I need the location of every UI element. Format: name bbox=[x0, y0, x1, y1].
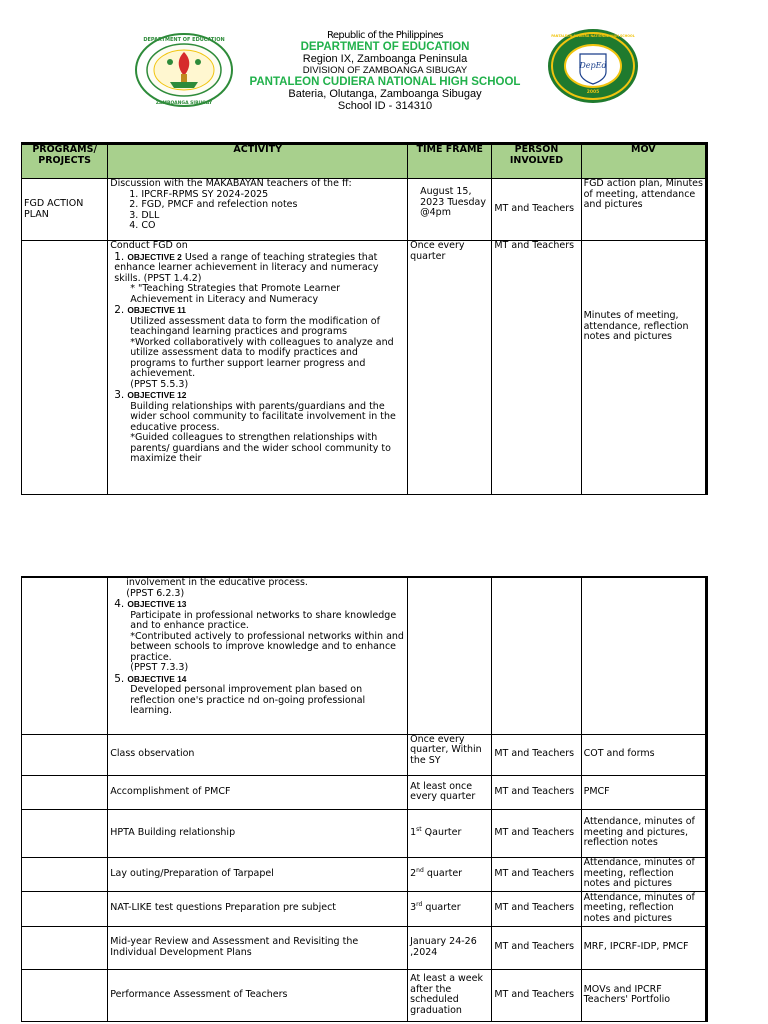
program-cell bbox=[22, 809, 108, 857]
mov-cell: MRF, IPCRF-IDP, PMCF bbox=[581, 926, 706, 969]
division-line: DIVISION OF ZAMBOANGA SIBUGAY bbox=[302, 65, 468, 76]
col-header-time-frame: TIME FRAME bbox=[408, 144, 492, 179]
table-row bbox=[22, 179, 707, 241]
quarter-number: 1 bbox=[410, 826, 417, 838]
objective-number: 4. bbox=[114, 598, 125, 610]
mov-cell: Attendance, minutes of meeting, reflection notes and pictures bbox=[581, 857, 706, 891]
objective-label: OBJECTIVE 13 bbox=[127, 599, 187, 609]
activity-cell: Mid-year Review and Assessment and Revisiting the Individual Development Plans bbox=[108, 926, 408, 969]
action-plan-table bbox=[21, 142, 708, 495]
person-cell: MT and Teachers bbox=[492, 734, 581, 775]
address-line: Bateria, Olutanga, Zamboanga Sibugay bbox=[288, 88, 482, 100]
table-row bbox=[22, 577, 707, 734]
objective-text: Building relationships with parents/guardians and the wider school community to facilitate involvement in the educative process. bbox=[130, 400, 396, 433]
time-frame-text: August 15, 2023 Tuesday @4pm bbox=[420, 186, 486, 218]
quarter-ordinal: rd bbox=[416, 901, 423, 909]
seal-bottom-text: ZAMBOANGA SIBUGAY bbox=[155, 101, 213, 106]
department-line: DEPARTMENT OF EDUCATION bbox=[300, 41, 470, 53]
objective-2 bbox=[110, 252, 405, 306]
objective-text: Developed personal improvement plan based on reflection one's practice nd on-going professional learning. bbox=[130, 684, 366, 716]
time-frame-cell: Once every quarter bbox=[408, 241, 492, 495]
activity-cell: Performance Assessment of Teachers bbox=[108, 969, 408, 1021]
activity-intro: Conduct FGD on bbox=[110, 240, 188, 251]
objective-12 bbox=[110, 390, 405, 465]
mov-cell: Attendance, minutes of meeting and pictures, reflection notes bbox=[581, 809, 706, 857]
person-cell: MT and Teachers bbox=[492, 241, 581, 495]
deped-seal-logo bbox=[134, 32, 234, 108]
col-header-programs: PROGRAMS/ PROJECTS bbox=[22, 144, 108, 179]
quarter-ordinal: nd bbox=[416, 866, 424, 874]
time-frame-cell: Once every quarter, Within the SY bbox=[408, 734, 492, 775]
letterhead bbox=[0, 28, 768, 143]
quarter-label: quarter bbox=[422, 902, 461, 914]
list-item: 2. FGD, PMCF and refelection notes bbox=[129, 199, 298, 210]
mov-cell: MOVs and IPCRF Teachers' Portfolio bbox=[581, 969, 706, 1021]
objective-text: Participate in professional networks to share knowledge and to enhance practice. bbox=[130, 609, 397, 631]
objective-11 bbox=[110, 305, 405, 390]
objective-12-continued: involvement in the educative process. bbox=[126, 577, 308, 588]
program-cell bbox=[22, 734, 108, 775]
seal-year-text: 2005 bbox=[586, 90, 600, 95]
table-row bbox=[22, 775, 707, 809]
quarter-ordinal: st bbox=[416, 825, 422, 833]
objective-14 bbox=[110, 674, 405, 717]
time-frame-cell bbox=[408, 857, 492, 891]
person-cell bbox=[492, 577, 581, 734]
objective-number: 2. bbox=[114, 304, 125, 316]
objective-13 bbox=[110, 599, 405, 674]
program-cell bbox=[22, 857, 108, 891]
seal-center-text: DepEd bbox=[579, 61, 607, 70]
time-frame-cell bbox=[408, 891, 492, 926]
school-id-line: School ID - 314310 bbox=[337, 100, 433, 112]
quarter-label: Qaurter bbox=[421, 826, 462, 838]
objective-ppst: (PPST 6.2.3) bbox=[126, 587, 185, 599]
objective-label: OBJECTIVE 11 bbox=[127, 305, 186, 315]
mov-cell bbox=[581, 577, 706, 734]
person-cell: MT and Teachers bbox=[492, 969, 581, 1021]
time-frame-cell: January 24-26 ,2024 bbox=[408, 926, 492, 969]
time-frame-cell bbox=[408, 809, 492, 857]
table-row bbox=[22, 969, 707, 1021]
time-frame-cell bbox=[408, 577, 492, 734]
activity-cell bbox=[108, 241, 408, 495]
table-row bbox=[22, 891, 707, 926]
program-cell bbox=[22, 969, 108, 1021]
person-cell: MT and Teachers bbox=[492, 809, 581, 857]
quarter-number: 3 bbox=[410, 902, 417, 914]
list-item: 4. CO bbox=[129, 220, 156, 231]
program-cell bbox=[22, 577, 108, 734]
region-line: Region IX, Zamboanga Peninsula bbox=[302, 53, 468, 65]
mov-cell: Attendance, minutes of meeting, reflection notes and pictures bbox=[581, 891, 706, 926]
col-header-activity: ACTIVITY bbox=[108, 144, 408, 179]
mov-text: Minutes of meeting, attendance, reflection notes and pictures bbox=[583, 310, 689, 342]
table-row bbox=[22, 926, 707, 969]
mov-cell: COT and forms bbox=[581, 734, 706, 775]
action-plan-table-continued bbox=[21, 576, 708, 1022]
person-cell: MT and Teachers bbox=[492, 179, 581, 241]
objective-ppst: (PPST 5.5.3) bbox=[130, 378, 189, 390]
seal-top-text: DEPARTMENT OF EDUCATION bbox=[143, 37, 225, 43]
time-frame-cell bbox=[408, 179, 492, 241]
activity-cell: HPTA Building relationship bbox=[108, 809, 408, 857]
col-header-mov: MOV bbox=[581, 144, 706, 179]
list-item: 1. IPCRF-RPMS SY 2024-2025 bbox=[129, 188, 269, 200]
person-cell: MT and Teachers bbox=[492, 775, 581, 809]
activity-cell: Lay outing/Preparation of Tarpapel bbox=[108, 857, 408, 891]
person-cell: MT and Teachers bbox=[492, 891, 581, 926]
seal-ring-text: PANTALEON CUDIERA NATIONAL HIGH SCHOOL bbox=[551, 34, 635, 38]
objective-text: Utilized assessment data to form the modification of teachingand learning practices and programs bbox=[130, 315, 380, 337]
objective-note: *Worked collaboratively with colleagues to analyze and utilize assessment data to modify practices and programs to further support learner progress and achievement. bbox=[130, 336, 394, 379]
activity-cell: NAT-LIKE test questions Preparation pre subject bbox=[108, 891, 408, 926]
time-frame-cell: At least a week after the scheduled graduation bbox=[408, 969, 492, 1021]
table-row bbox=[22, 857, 707, 891]
table-row bbox=[22, 241, 707, 495]
program-cell: FGD ACTION PLAN bbox=[22, 179, 108, 241]
activity-cell: Accomplishment of PMCF bbox=[108, 775, 408, 809]
objective-number: 3. bbox=[114, 389, 125, 401]
objective-label: OBJECTIVE 12 bbox=[127, 390, 187, 400]
school-name-line: PANTALEON CUDIERA NATIONAL HIGH SCHOOL bbox=[249, 76, 521, 88]
quarter-label: quarter bbox=[423, 867, 463, 879]
objective-note: *Contributed actively to professional networks within and between schools to improve knowledge and to enhance practice. bbox=[130, 630, 404, 663]
activity-intro: Discussion with the MAKABAYAN teachers of the ff: bbox=[110, 178, 352, 189]
activity-cell bbox=[108, 179, 408, 241]
table-row bbox=[22, 809, 707, 857]
mov-cell bbox=[581, 241, 706, 495]
quarter-number: 2 bbox=[410, 867, 417, 879]
objective-note: * "Teaching Strategies that Promote Learner Achievement in Literacy and Numeracy bbox=[130, 283, 341, 305]
table-row bbox=[22, 734, 707, 775]
republic-line: Republic of the Philippines bbox=[326, 30, 443, 41]
objective-label: OBJECTIVE 2 bbox=[127, 251, 182, 262]
activity-cell bbox=[108, 577, 408, 734]
objective-number: 5. bbox=[114, 672, 125, 685]
activity-cell: Class observation bbox=[108, 734, 408, 775]
program-cell bbox=[22, 241, 108, 495]
program-cell bbox=[22, 891, 108, 926]
objective-ppst: (PPST 7.3.3) bbox=[130, 662, 189, 673]
table-header-row bbox=[22, 144, 707, 179]
person-cell: MT and Teachers bbox=[492, 857, 581, 891]
objective-text: Used a range of teaching strategies that enhance learner achievement in literacy and numeracy skills. (PPST 1.4.2) bbox=[114, 251, 379, 284]
list-item: 3. DLL bbox=[129, 209, 160, 221]
objective-number: 1. bbox=[114, 250, 125, 263]
program-cell bbox=[22, 775, 108, 809]
objective-note: *Guided colleagues to strengthen relationships with parents/ guardians and the wider school community to maximize their bbox=[130, 432, 391, 464]
time-frame-cell: At least once every quarter bbox=[408, 775, 492, 809]
letterhead-text bbox=[230, 30, 540, 112]
mov-cell: PMCF bbox=[581, 775, 706, 809]
mov-cell: FGD action plan, Minutes of meeting, attendance and pictures bbox=[581, 179, 706, 241]
person-cell: MT and Teachers bbox=[492, 926, 581, 969]
col-header-person: PERSON INVOLVED bbox=[492, 144, 581, 179]
school-seal-logo bbox=[547, 28, 639, 104]
program-cell bbox=[22, 926, 108, 969]
objective-label: OBJECTIVE 14 bbox=[127, 673, 187, 684]
